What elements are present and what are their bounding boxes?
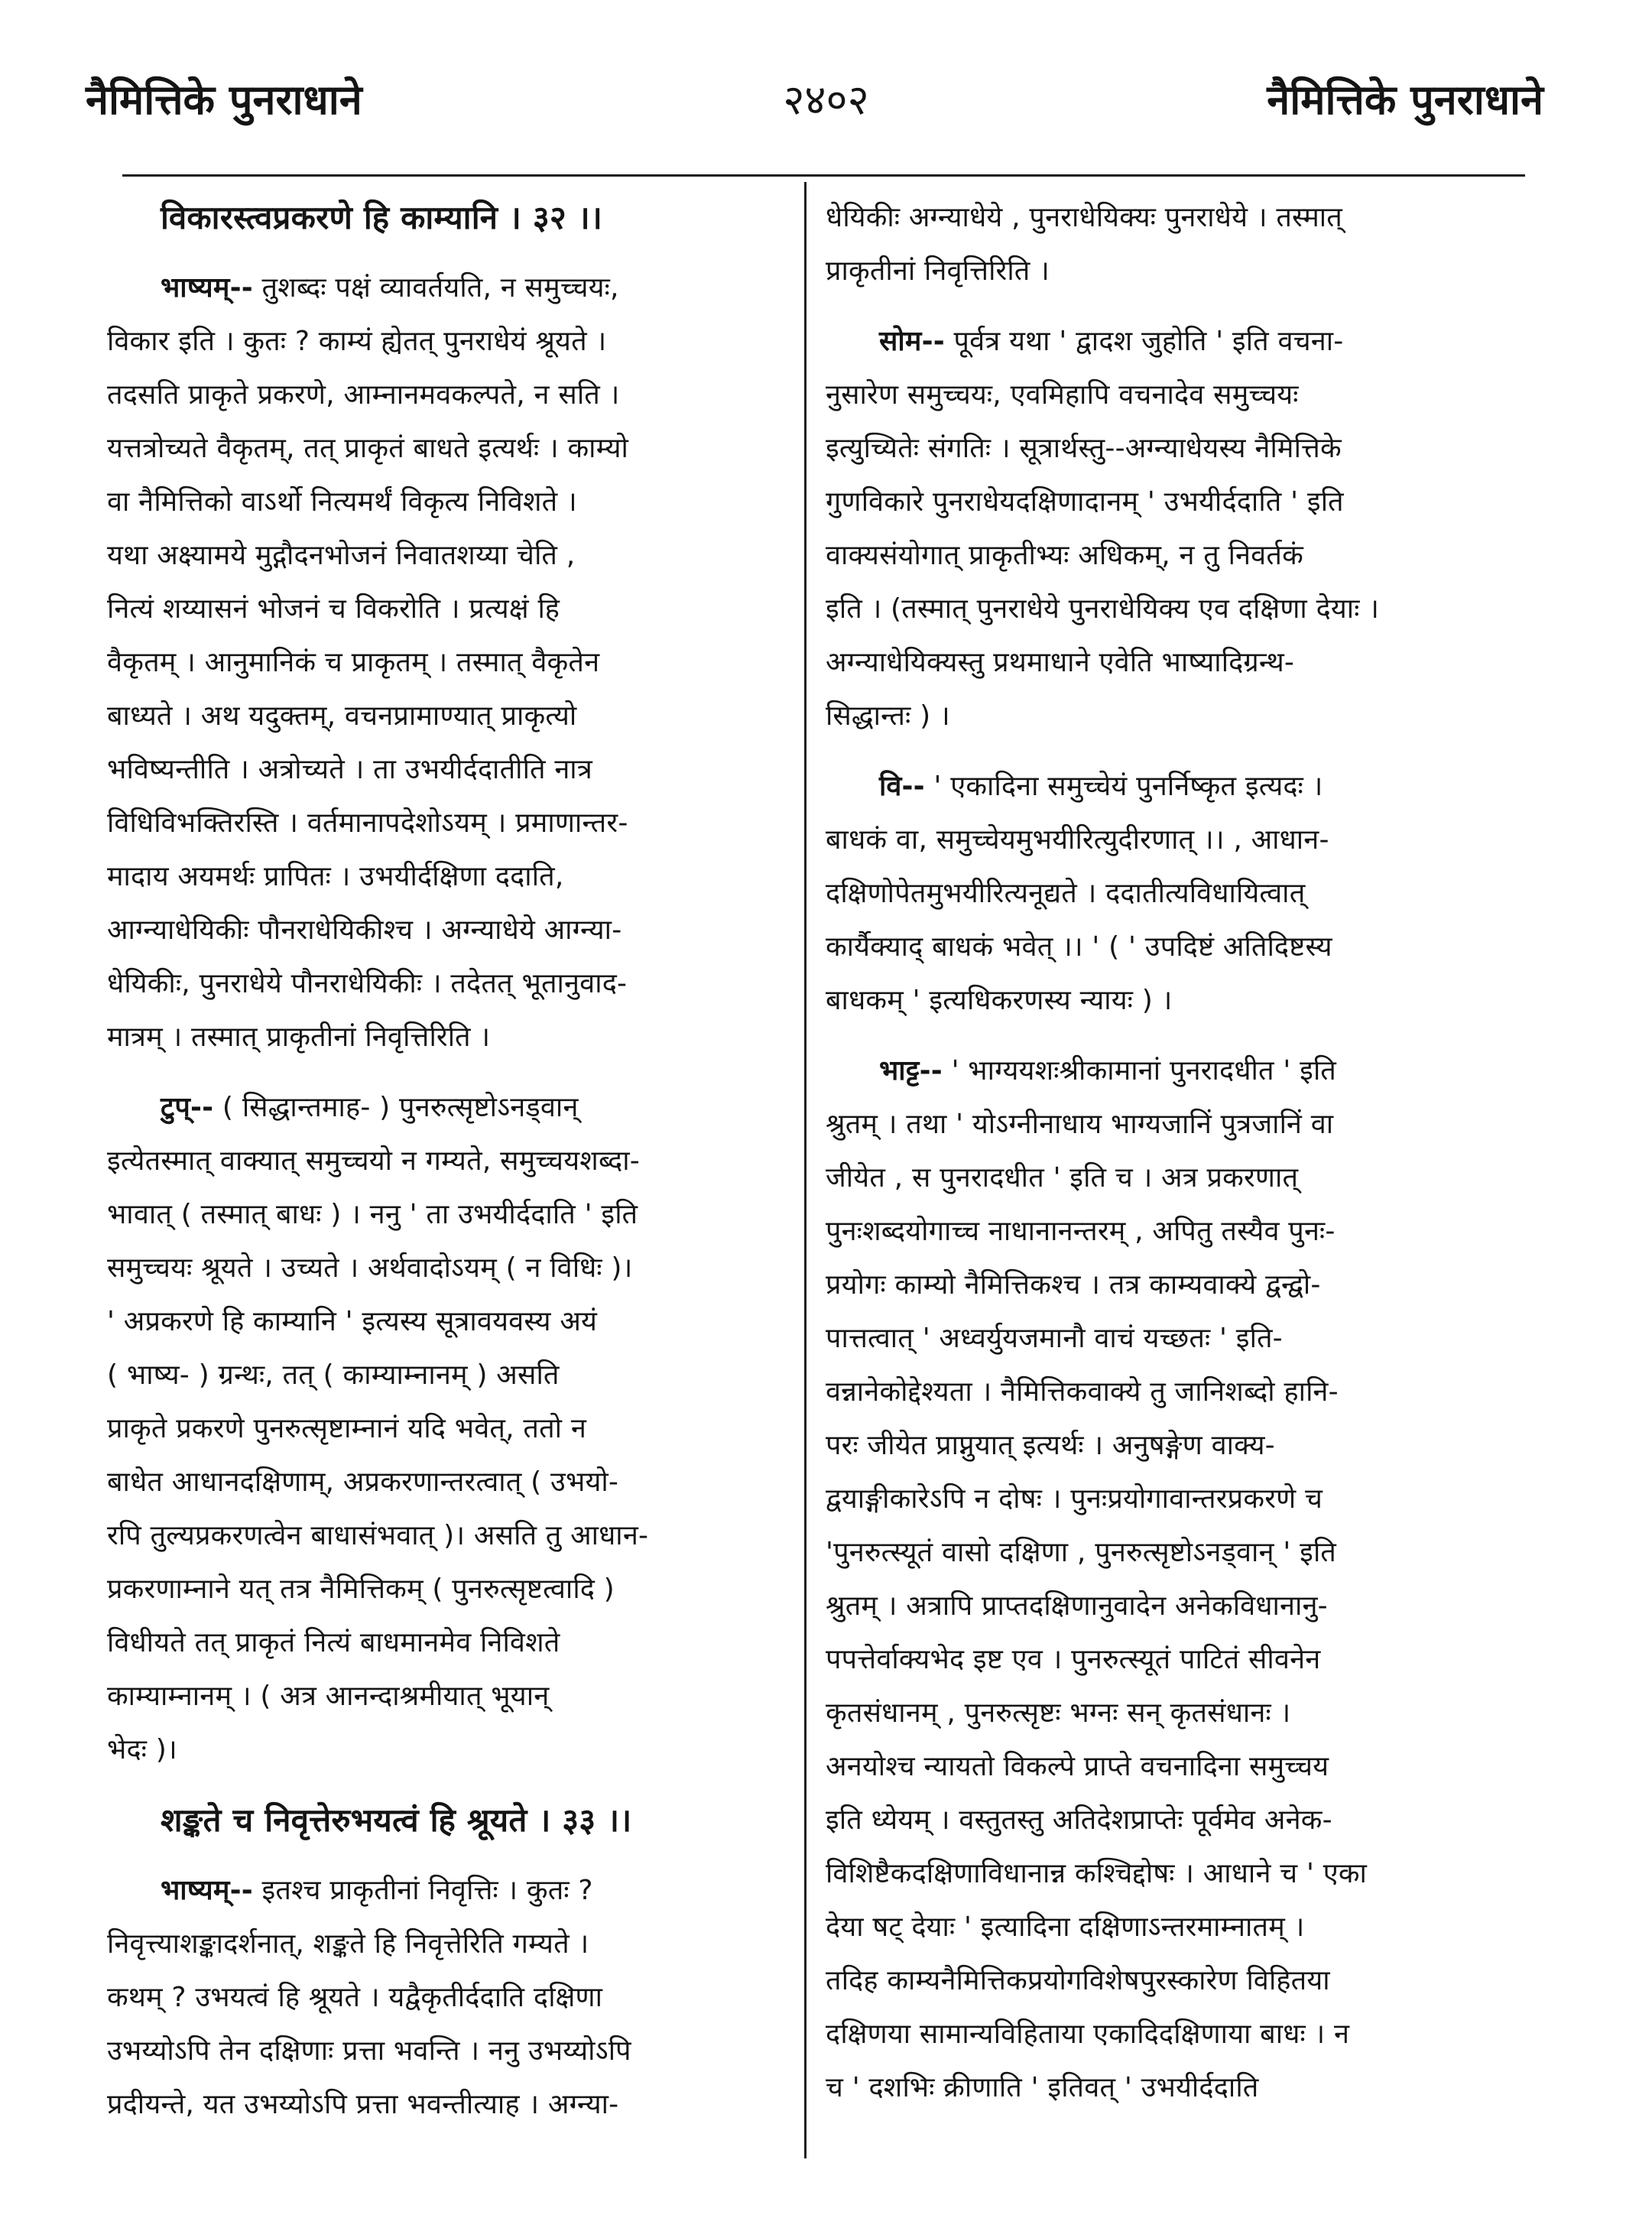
commentary-start-line — [107, 1081, 780, 1135]
left-column — [107, 191, 780, 2132]
commentary-text: पूर्वत्र यथा ' द्वादश जुहोति ' इति वचना- — [944, 326, 1344, 357]
sutra-line: विकारस्त्वप्रकरणे हि काम्यानि । ३२ ।। — [161, 199, 602, 236]
text-line: बाधेत आधानदक्षिणाम्, अप्रकरणान्तरत्वात् ( उभयो- — [107, 1466, 619, 1498]
text-line: भेदः )। — [107, 1734, 177, 1765]
text-line: बाधकम् ' इत्यधिकरणस्य न्यायः ) । — [826, 985, 1173, 1016]
text-line: कथम् ? उभयत्वं हि श्रूयते । यद्वैकृतीर्ददाति दक्षिणा — [107, 1982, 603, 2013]
text-line: तदिह काम्यनैमित्तिकप्रयोगविशेषपुरस्कारेण विहितया — [826, 1965, 1330, 1996]
text-line: अग्न्याधेयिक्यस्तु प्रथमाधाने एवेति भाष्यादिग्रन्थ- — [826, 647, 1295, 678]
text-line: द्वयाङ्गीकारेऽपि न दोषः । पुनःप्रयोगावान्तरप्रकरणे च — [826, 1483, 1323, 1515]
text-line: ( भाष्य- ) ग्रन्थः, तत् ( काम्याम्नानम् ) असति — [107, 1359, 560, 1391]
text-line: पुनःशब्दयोगाच्च नाधानानन्तरम् , अपितु तस्यैव पुनः- — [826, 1216, 1336, 1247]
text-line: गुणविकारे पुनराधेयदक्षिणादानम् ' उभयीर्ददाति ' इति — [826, 486, 1344, 518]
text-line: प्रदीयन्ते, यत उभय्योऽपि प्रत्ता भवन्तीत्याह । अग्न्या- — [107, 2089, 619, 2120]
text-line: प्रकरणाम्नाने यत् तत्र नैमित्तिकम् ( पुनरुत्सृष्टत्वादि ) — [107, 1574, 615, 1605]
commentary-label: भाष्यम्-- — [161, 1875, 253, 1906]
commentary-text: ( सिद्धान्तमाह- ) पुनरुत्सृष्टोऽनड्वान् — [213, 1092, 579, 1123]
commentary-start-line — [826, 315, 1514, 369]
commentary-label: वि-- — [879, 771, 925, 802]
text-line: भावात् ( तस्मात् बाधः ) । ननु ' ता उभयीर्ददाति ' इति — [107, 1199, 638, 1230]
text-line: नुसारेण समुच्चयः, एवमिहापि वचनादेव समुच्चयः — [826, 379, 1299, 411]
page-number: २४०२ — [783, 76, 869, 124]
text-line: कृतसंधानम् , पुनरुत्सृष्टः भग्नः सन् कृतसंधानः । — [826, 1697, 1291, 1729]
text-line: समुच्चयः श्रूयते । उच्यते । अर्थवादोऽयम् ( न विधिः )। — [107, 1252, 633, 1284]
text-line: सिद्धान्तः ) । — [826, 700, 950, 732]
text-line: आग्न्याधेयिकीः पौनराधेयिकीश्च । अग्न्याधेये आग्न्या- — [107, 914, 622, 946]
text-line: इति । (तस्मात् पुनराधेये पुनराधेयिक्य एव दक्षिणा देयाः । — [826, 593, 1380, 625]
text-line: मात्रम् । तस्मात् प्राकृतीनां निवृत्तिरिति । — [107, 1021, 491, 1053]
text-line: वा नैमित्तिको वाऽर्थो नित्यमर्थं विकृत्य निविशते । — [107, 486, 577, 518]
text-line: विशिष्टैकदक्षिणाविधानान्न कश्चिद्दोषः । आधाने च ' एका — [826, 1858, 1367, 1889]
text-line: श्रुतम् । अत्रापि प्राप्तदक्षिणानुवादेन अनेकविधानानु- — [826, 1590, 1328, 1622]
text-line: यत्तत्रोच्यते वैकृतम्, तत् प्राकृतं बाधते इत्यर्थः । काम्यो — [107, 433, 629, 464]
text-line: इत्युच्यितेः संगतिः । सूत्रार्थस्तु--अग्न्याधेयस्य नैमित्तिके — [826, 433, 1342, 464]
text-line: च ' दशभिः क्रीणाति ' इतिवत् ' उभयीर्ददाति — [826, 2072, 1259, 2103]
text-line: यथा अक्ष्यामये मुद्गौदनभोजनं निवातशय्या चेति , — [107, 540, 576, 571]
commentary-start-line — [107, 1864, 780, 1918]
text-line: रपि तुल्यप्रकरणत्वेन बाधासंभवात् )। असति तु आधान- — [107, 1520, 649, 1551]
text-line: भविष्यन्तीति । अत्रोच्यते । ता उभयीर्ददातीति नात्र — [107, 754, 592, 785]
commentary-text: तुशब्दः पक्षं व्यावर्तयति, न समुच्चयः, — [252, 272, 619, 304]
header-rule — [122, 174, 1525, 177]
text-line: पात्तत्वात् ' अध्वर्युयजमानौ वाचं यच्छतः ' इति- — [826, 1323, 1283, 1354]
text-line: इत्येतस्मात् वाक्यात् समुच्चयो न गम्यते, समुच्चयशब्दा- — [107, 1145, 640, 1177]
text-line: श्रुतम् । तथा ' योऽग्नीनाधाय भाग्यजानिं पुत्रजानिं वा — [826, 1109, 1334, 1140]
commentary-start-line — [826, 1044, 1514, 1098]
text-line: 'पुनरुत्स्यूतं वासो दक्षिणा , पुनरुत्सृष्टोऽनड्वान् ' इति — [826, 1537, 1337, 1568]
text-line: दक्षिणया सामान्यविहिताया एकादिदक्षिणाया बाधः । न — [826, 2019, 1350, 2050]
text-line: निवृत्त्याशङ्कादर्शनात्, शङ्कते हि निवृत्तेरिति गम्यते । — [107, 1928, 589, 1960]
commentary-label: सोम-- — [879, 326, 945, 357]
text-line: प्राकृते प्रकरणे पुनरुत्सृष्टाम्नानं यदि भवेत्, ततो न — [107, 1413, 587, 1444]
text-line: धेयिकीः, पुनराधेये पौनराधेयिकीः । तदेतत् भूतानुवाद- — [107, 968, 628, 999]
text-line: कार्यैक्याद् बाधकं भवेत् ।। ' ( ' उपदिष्टं अतिदिष्टस्य — [826, 931, 1332, 963]
commentary-label: भाट्ट-- — [879, 1055, 943, 1086]
column-divider — [804, 182, 807, 2158]
text-line: नित्यं शय्यासनं भोजनं च विकरोति । प्रत्यक्षं हि — [107, 593, 560, 625]
text-line: देया षट् देयाः ' इत्यादिना दक्षिणाऽन्तरमाम्नातम् । — [826, 1911, 1305, 1943]
text-line: पपत्तेर्वाक्यभेद इष्ट एव । पुनरुत्स्यूतं पाटितं सीवनेन — [826, 1644, 1321, 1675]
text-line: मादाय अयमर्थः प्रापितः । उभयीर्दक्षिणा ददाति, — [107, 861, 564, 892]
text-line: ' अप्रकरणे हि काम्यानि ' इत्यस्य सूत्रावयवस्य अयं — [107, 1306, 598, 1337]
text-line: प्राकृतीनां निवृत्तिरिति । — [826, 255, 1050, 287]
commentary-text: इतश्च प्राकृतीनां निवृत्तिः । कुतः ? — [252, 1875, 593, 1906]
text-line: इति ध्येयम् । वस्तुतस्तु अतिदेशप्राप्तेः पूर्वमेव अनेक- — [826, 1804, 1332, 1836]
text-line: विकार इति । कुतः ? काम्यं ह्येतत् पुनराधेयं श्रूयते । — [107, 326, 607, 357]
text-line: प्रयोगः काम्यो नैमित्तिकश्च । तत्र काम्यवाक्ये द्वन्द्वो- — [826, 1269, 1321, 1301]
text-line: विधिविभक्तिरस्ति । वर्तमानापदेशोऽयम् । प्रमाणान्तर- — [107, 807, 628, 839]
commentary-label: भाष्यम्-- — [161, 272, 253, 304]
running-head-left: नैमित्तिके पुनराधाने — [86, 76, 362, 124]
text-line: विधीयते तत् प्राकृतं नित्यं बाधमानमेव निविशते — [107, 1627, 560, 1658]
commentary-start-line — [107, 261, 780, 315]
text-line: तदसति प्राकृते प्रकरणे, आम्नानमवकल्पते, न सति । — [107, 379, 620, 411]
commentary-text: ' भाग्ययशःश्रीकामानां पुनरादधीत ' इति — [942, 1055, 1337, 1086]
text-line: उभय्योऽपि तेन दक्षिणाः प्रत्ता भवन्ति । ननु उभय्योऽपि — [107, 2035, 631, 2067]
text-line: वन्नानेकोद्देश्यता । नैमित्तिकवाक्ये तु जानिशब्दो हानि- — [826, 1376, 1339, 1408]
text-line: अनयोश्च न्यायतो विकल्पे प्राप्ते वचनादिना समुच्चय — [826, 1751, 1329, 1782]
text-line: बाध्यते । अथ यदुक्तम्, वचनप्रामाण्यात् प्राकृत्यो — [107, 700, 577, 732]
text-line: बाधकं वा, समुच्चेयमुभयीरित्युदीरणात् ।। , आधान- — [826, 824, 1329, 856]
text-line: वाक्यसंयोगात् प्राकृतीभ्यः अधिकम्, न तु निवर्तकं — [826, 540, 1303, 571]
text-line: जीयेत , स पुनरादधीत ' इति च । अत्र प्रकरणात् — [826, 1162, 1299, 1194]
text-line: धेयिकीः अग्न्याधेये , पुनराधेयिक्यः पुनराधेये । तस्मात् — [826, 202, 1343, 233]
commentary-start-line — [826, 760, 1514, 814]
text-line: परः जीयेत प्राप्नुयात् इत्यर्थः । अनुषङ्गेण वाक्य- — [826, 1430, 1275, 1461]
sutra-line: शङ्कते च निवृत्तेरुभयत्वं हि श्रूयते । ३३ ।। — [161, 1801, 632, 1839]
text-line: वैकृतम् । आनुमानिकं च प्राकृतम् । तस्मात् वैकृतेन — [107, 647, 600, 678]
commentary-text: ' एकादिना समुच्चेयं पुनर्निष्कृत इत्यदः । — [924, 771, 1323, 802]
running-head-right: नैमित्तिके पुनराधाने — [1267, 76, 1543, 124]
right-column — [826, 191, 1514, 2115]
text-line: काम्याम्नानम् । ( अत्र आनन्दाश्रमीयात् भूयान् — [107, 1681, 550, 1712]
commentary-label: टुप्-- — [161, 1092, 214, 1123]
text-line: दक्षिणोपेतमुभयीरित्यनूद्यते । ददातीत्यविधायित्वात् — [826, 878, 1306, 909]
